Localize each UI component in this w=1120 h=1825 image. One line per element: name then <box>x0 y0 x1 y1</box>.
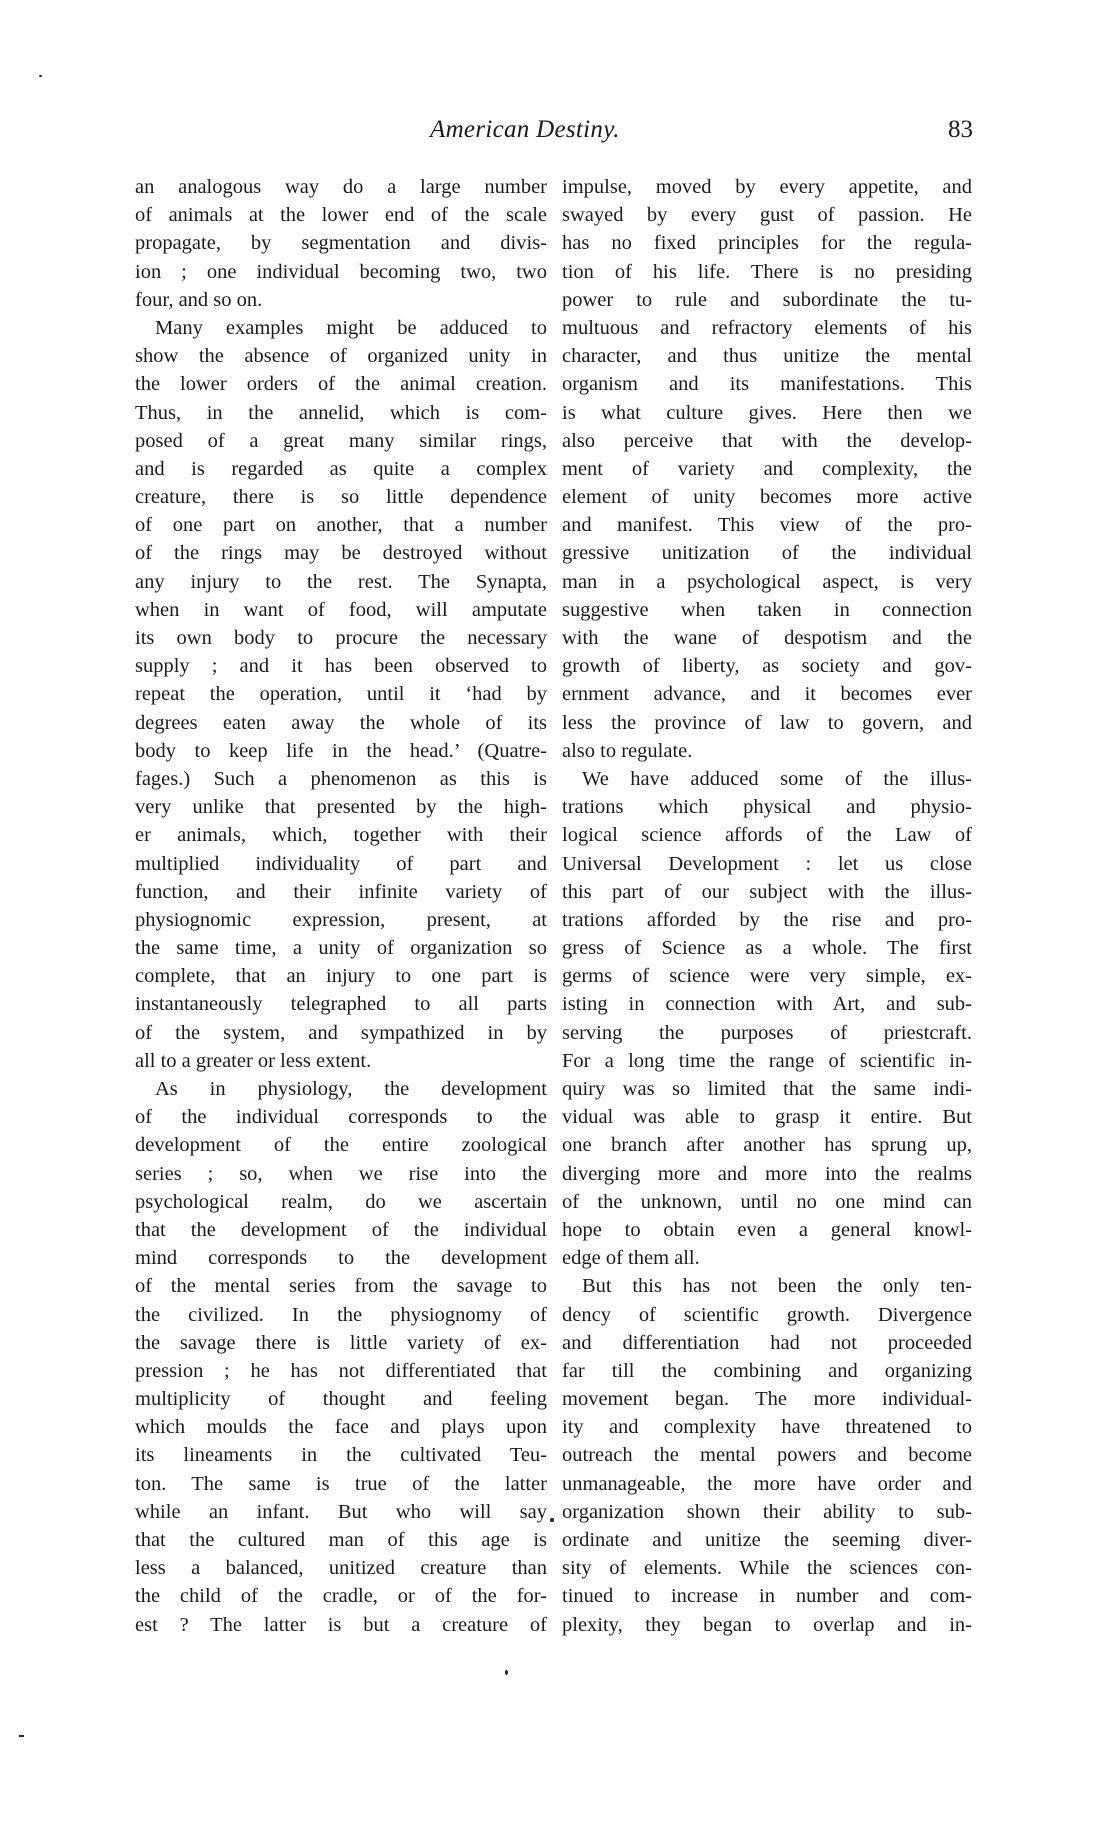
text-line: of one part on another, that a number <box>135 514 547 537</box>
text-line: quiry was so limited that the same indi- <box>562 1078 972 1100</box>
text-line: any injury to the rest. The Synapta, <box>135 570 547 593</box>
text-line: fages.) Such a phenomenon as this is <box>135 767 547 790</box>
text-line: of the individual corresponds to the <box>135 1106 547 1129</box>
text-line: development of the entire zoological <box>135 1134 547 1157</box>
text-line: of the unknown, until no one mind can <box>562 1190 972 1213</box>
text-line: gressive unitization of the individual <box>562 542 972 565</box>
text-line: trations which physical and physio- <box>562 796 972 819</box>
text-line: edge of them all. <box>562 1247 700 1270</box>
text-line: is what culture gives. Here then we <box>562 401 972 424</box>
text-line: ton. The same is true of the latter <box>135 1472 547 1495</box>
scan-speck <box>505 1670 508 1675</box>
text-line: propagate, by segmentation and divis- <box>135 232 547 255</box>
text-line: gress of Science as a whole. The first <box>562 937 972 960</box>
text-line: tinued to increase in number and com- <box>562 1585 972 1608</box>
text-line: this part of our subject with the illus- <box>562 880 972 903</box>
text-line: of the mental series from the savage to <box>135 1275 547 1298</box>
text-line: For a long time the range of scientific in- <box>562 1049 972 1072</box>
text-line: far till the combining and organizing <box>562 1359 972 1382</box>
text-line: ernment advance, and it becomes ever <box>562 683 972 706</box>
text-line: that the cultured man of this age is <box>135 1529 547 1551</box>
text-line: also to regulate. <box>562 739 693 762</box>
text-line: germs of science were very simple, ex- <box>562 965 972 988</box>
text-line: ment of variety and complexity, the <box>562 457 972 480</box>
text-line: the child of the cradle, or of the for- <box>135 1585 547 1608</box>
text-line: and is regarded as quite a complex <box>135 457 547 480</box>
text-line: plexity, they began to overlap and in- <box>562 1613 972 1636</box>
text-line: posed of a great many similar rings, <box>135 429 547 452</box>
text-line: series ; so, when we rise into the <box>135 1162 547 1185</box>
text-line: very unlike that presented by the high- <box>135 796 547 819</box>
scan-speck <box>39 75 42 77</box>
paragraph-first-line: We have adduced some of the illus- <box>582 767 972 790</box>
text-line: multiplied individuality of part and <box>135 852 547 875</box>
text-line: psychological realm, do we ascertain <box>135 1190 547 1213</box>
text-line: physiognomic expression, present, at <box>135 908 547 931</box>
text-line: ion ; one individual becoming two, two <box>135 260 547 283</box>
text-line: instantaneously telegraphed to all parts <box>135 993 547 1016</box>
text-line: while an infant. But who will say <box>135 1500 547 1523</box>
text-line: the lower orders of the animal creation. <box>135 373 547 396</box>
paragraph-first-line: But this has not been the only ten- <box>582 1275 972 1298</box>
text-line: multiplicity of thought and feeling <box>135 1388 547 1411</box>
text-line: Thus, in the annelid, which is com- <box>135 401 547 424</box>
text-line: less the province of law to govern, and <box>562 711 972 734</box>
text-line: trations afforded by the rise and pro- <box>562 908 972 931</box>
left-column <box>135 173 547 1639</box>
text-line: mind corresponds to the development <box>135 1247 547 1270</box>
text-line: Universal Development : let us close <box>562 852 972 875</box>
text-line: vidual was able to grasp it entire. But <box>562 1106 972 1129</box>
text-line: when in want of food, will amputate <box>135 598 547 621</box>
text-line: suggestive when taken in connection <box>562 598 972 621</box>
text-line: four, and so on. <box>135 288 263 311</box>
text-line: man in a psychological aspect, is very <box>562 570 972 593</box>
text-line: has no fixed principles for the regula- <box>562 232 972 255</box>
text-line: an analogous way do a large number <box>135 176 547 198</box>
page-number: 83 <box>948 116 973 143</box>
text-line: and differentiation had not proceeded <box>562 1331 972 1354</box>
text-line: and manifest. This view of the pro- <box>562 514 972 537</box>
text-line: repeat the operation, until it ‘had by <box>135 683 547 706</box>
text-line: est ? The latter is but a creature of <box>135 1613 547 1636</box>
text-line: its lineaments in the cultivated Teu- <box>135 1444 547 1467</box>
text-line: organism and its manifestations. This <box>562 373 972 396</box>
text-line: dency of scientific growth. Divergence <box>562 1303 972 1326</box>
paragraph-first-line: As in physiology, the development <box>155 1078 547 1100</box>
right-column <box>562 173 972 1639</box>
text-line: serving the purposes of priestcraft. <box>562 1021 972 1044</box>
text-line: creature, there is so little dependence <box>135 486 547 509</box>
running-head <box>0 116 1120 150</box>
text-line: the savage there is little variety of ex- <box>135 1331 547 1354</box>
text-line: unmanageable, the more have order and <box>562 1472 972 1495</box>
text-line: function, and their infinite variety of <box>135 880 547 903</box>
text-line: one branch after another has sprung up, <box>562 1134 972 1157</box>
text-line: ordinate and unitize the seeming diver- <box>562 1529 972 1551</box>
text-line: element of unity becomes more active <box>562 486 972 509</box>
text-line: the civilized. In the physiognomy of <box>135 1303 547 1326</box>
text-line: supply ; and it has been observed to <box>135 655 547 678</box>
text-line: power to rule and subordinate the tu- <box>562 288 972 311</box>
text-line: which moulds the face and plays upon <box>135 1416 547 1439</box>
paragraph-first-line: Many examples might be adduced to <box>155 316 547 339</box>
text-line: body to keep life in the head.’ (Quatre- <box>135 739 547 762</box>
text-line: the same time, a unity of organization so <box>135 937 547 960</box>
text-line: hope to obtain even a general knowl- <box>562 1218 972 1241</box>
text-line: with the wane of despotism and the <box>562 627 972 649</box>
text-line: character, and thus unitize the mental <box>562 345 972 368</box>
text-line: of the system, and sympathized in by <box>135 1021 547 1044</box>
text-line: of the rings may be destroyed without <box>135 542 547 565</box>
text-line: growth of liberty, as society and gov- <box>562 655 972 678</box>
text-line: tion of his life. There is no presiding <box>562 260 972 283</box>
text-line: its own body to procure the necessary <box>135 627 547 649</box>
text-line: movement began. The more individual- <box>562 1388 972 1411</box>
text-line: show the absence of organized unity in <box>135 345 547 368</box>
text-line: ity and complexity have threatened to <box>562 1416 972 1439</box>
running-title: American Destiny. <box>430 116 620 143</box>
text-line: isting in connection with Art, and sub- <box>562 993 972 1016</box>
text-line: all to a greater or less extent. <box>135 1049 372 1072</box>
text-line: less a balanced, unitized creature than <box>135 1557 547 1580</box>
text-line: that the development of the individual <box>135 1218 547 1241</box>
text-line: swayed by every gust of passion. He <box>562 204 972 227</box>
text-line: organization shown their ability to sub- <box>562 1500 972 1523</box>
text-line: complete, that an injury to one part is <box>135 965 547 988</box>
margin-bullet-mark <box>550 1518 554 1522</box>
text-line: er animals, which, together with their <box>135 824 547 847</box>
text-line: also perceive that with the develop- <box>562 429 972 452</box>
text-line: multuous and refractory elements of his <box>562 316 972 339</box>
text-line: pression ; he has not differentiated that <box>135 1359 547 1382</box>
scan-speck <box>19 1735 24 1737</box>
text-line: logical science affords of the Law of <box>562 824 972 847</box>
text-line: of animals at the lower end of the scale <box>135 204 547 227</box>
text-line: sity of elements. While the sciences con- <box>562 1557 972 1580</box>
text-line: outreach the mental powers and become <box>562 1444 972 1467</box>
text-line: diverging more and more into the realms <box>562 1162 972 1185</box>
text-line: impulse, moved by every appetite, and <box>562 176 972 198</box>
text-line: degrees eaten away the whole of its <box>135 711 547 734</box>
